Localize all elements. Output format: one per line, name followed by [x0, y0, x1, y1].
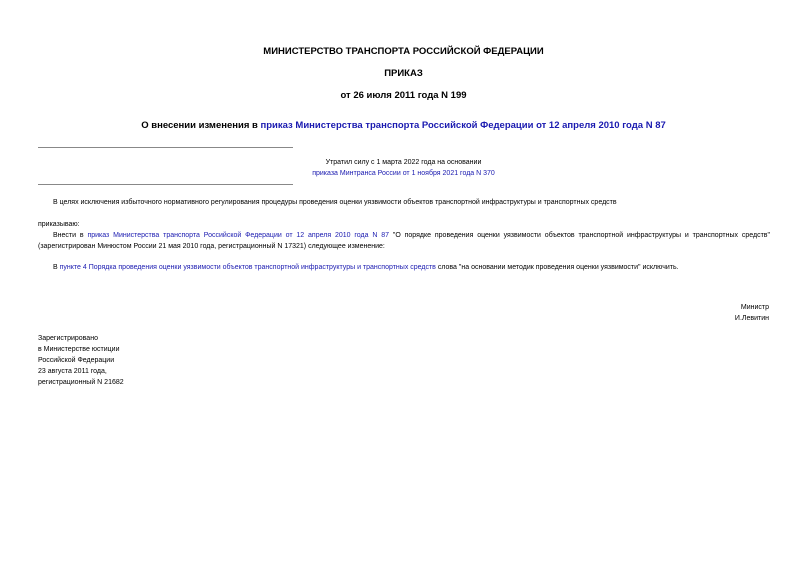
- validity-note-link[interactable]: приказа Минтранса России от 1 ноября 2021 года N 370: [312, 170, 495, 177]
- order-word: приказываю:: [38, 221, 80, 228]
- date-number: от 26 июля 2011 года N 199: [340, 90, 467, 101]
- registration-line: Российской Федерации: [38, 357, 115, 364]
- signer-name: И.Левитин: [734, 315, 769, 322]
- paragraph-1-line-1: [38, 230, 770, 241]
- para2-suffix: слова "на основании методик проведения оценки уязвимости" исключить.: [435, 264, 679, 271]
- para2-prefix: В: [53, 264, 60, 271]
- para1-link[interactable]: приказ Министерства транспорта Российской Федерации от 12 апреля 2010 года N 87: [87, 232, 390, 239]
- paragraph-2: [38, 262, 785, 273]
- registration-line: Зарегистрировано: [38, 335, 98, 342]
- validity-note-line1: Утратил силу с 1 марта 2022 года на основании: [325, 159, 482, 166]
- para2-link[interactable]: пункте 4 Порядка проведения оценки уязвимости объектов транспортной инфраструктуры и транспортных средств: [59, 264, 436, 271]
- title-link[interactable]: приказ Министерства транспорта Российской Федерации от 12 апреля 2010 года N 87: [260, 120, 666, 131]
- document-title: [0, 120, 807, 132]
- doc-type: ПРИКАЗ: [384, 68, 423, 79]
- registration-line: 23 августа 2011 года,: [38, 368, 107, 375]
- ministry-header: МИНИСТЕРСТВО ТРАНСПОРТА РОССИЙСКОЙ ФЕДЕРАЦИИ: [263, 46, 544, 57]
- divider-top: [38, 147, 293, 148]
- title-prefix: О внесении изменения в: [141, 120, 261, 131]
- preamble: В целях исключения избыточного нормативного регулирования процедуры проведения оценки уязвимости объектов транспортной инфраструктуры и транспортных средств: [53, 199, 617, 206]
- registration-line: регистрационный N 21682: [38, 379, 124, 386]
- divider-bottom: [38, 184, 293, 185]
- para1-mid: "О порядке проведения оценки уязвимости объектов транспортной инфраструктуры и транспортных средств": [389, 232, 770, 239]
- paragraph-1-line-2: (зарегистрирован Минюстом России 21 мая 2010 года, регистрационный N 17321) следующее изменение:: [38, 243, 385, 250]
- registration-line: в Министерстве юстиции: [38, 346, 120, 353]
- para1-prefix: Внести в: [53, 232, 88, 239]
- signer-title: Министр: [740, 304, 769, 311]
